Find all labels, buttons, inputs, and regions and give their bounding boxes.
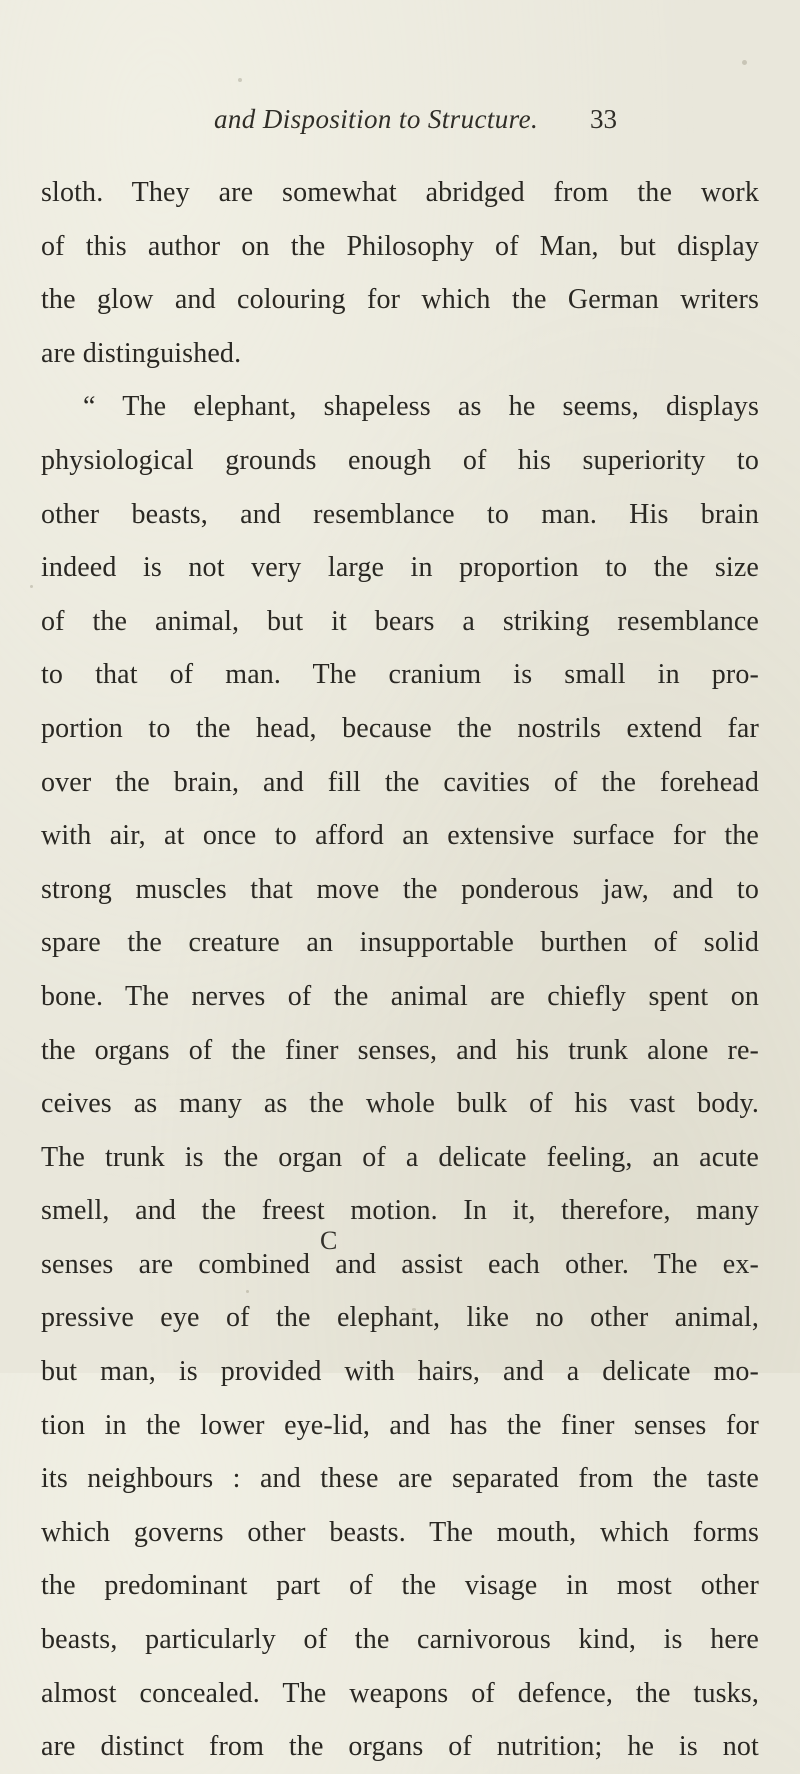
text-line: smell, and the freest motion. In it, therefore, many: [41, 1195, 759, 1227]
paper-speck: [412, 1308, 416, 1311]
text-line: sloth. They are somewhat abridged from the work: [41, 177, 759, 208]
text-line: spare the creature an insupportable burthen of solid: [41, 927, 759, 959]
text-line: almost concealed. The weapons of defence, the tusks,: [41, 1677, 759, 1709]
text-line: bone. The nerves of the animal are chiefly spent on: [41, 980, 759, 1012]
text-line: are distinct from the organs of nutrition; he is not: [41, 1731, 759, 1763]
text-line: physiological grounds enough of his superiority to: [41, 444, 759, 476]
text-line: pressive eye of the elephant, like no other animal,: [41, 1302, 759, 1334]
text-line: to that of man. The cranium is small in pro-: [41, 659, 759, 691]
body-text: [41, 166, 759, 1774]
text-line: tion in the lower eye-lid, and has the finer senses for: [41, 1409, 759, 1441]
text-line: are distinguished.: [41, 337, 242, 369]
running-head: [214, 104, 734, 144]
text-line: indeed is not very large in proportion to the size: [41, 552, 759, 584]
text-line: which governs other beasts. The mouth, which forms: [41, 1516, 759, 1548]
text-line: ceives as many as the whole bulk of his vast body.: [41, 1088, 759, 1120]
signature-mark: C: [320, 1226, 338, 1255]
text-line: over the brain, and fill the cavities of the forehead: [41, 766, 759, 798]
text-line: its neighbours : and these are separated from the taste: [41, 1463, 759, 1495]
text-line: with air, at once to afford an extensive surface for the: [41, 820, 759, 852]
text-line: of this author on the Philosophy of Man, but display: [41, 230, 759, 262]
running-title: and Disposition to Structure.: [214, 104, 539, 134]
text-line: of the animal, but it bears a striking resemblance: [41, 605, 759, 637]
page-number: 33: [590, 104, 617, 134]
text-line: other beasts, and resemblance to man. His brain: [41, 498, 759, 530]
text-line: senses are combined and assist each other. The ex-: [41, 1248, 759, 1280]
paper-speck: [238, 78, 242, 82]
paper-speck: [246, 1290, 249, 1293]
text-line: the glow and colouring for which the German writers: [41, 284, 759, 316]
text-line: but man, is provided with hairs, and a delicate mo-: [41, 1356, 759, 1388]
text-line: strong muscles that move the ponderous jaw, and to: [41, 873, 759, 905]
paper-speck: [742, 60, 747, 65]
text-line: the predominant part of the visage in most other: [41, 1570, 759, 1602]
text-line: portion to the head, because the nostrils extend far: [41, 712, 759, 744]
paper-speck: [30, 585, 33, 588]
text-line: beasts, particularly of the carnivorous kind, is here: [41, 1624, 759, 1656]
text-line: The trunk is the organ of a delicate feeling, an acute: [41, 1141, 759, 1173]
text-line: the organs of the finer senses, and his trunk alone re-: [41, 1034, 759, 1066]
text-line: “ The elephant, shapeless as he seems, displays: [83, 391, 759, 423]
